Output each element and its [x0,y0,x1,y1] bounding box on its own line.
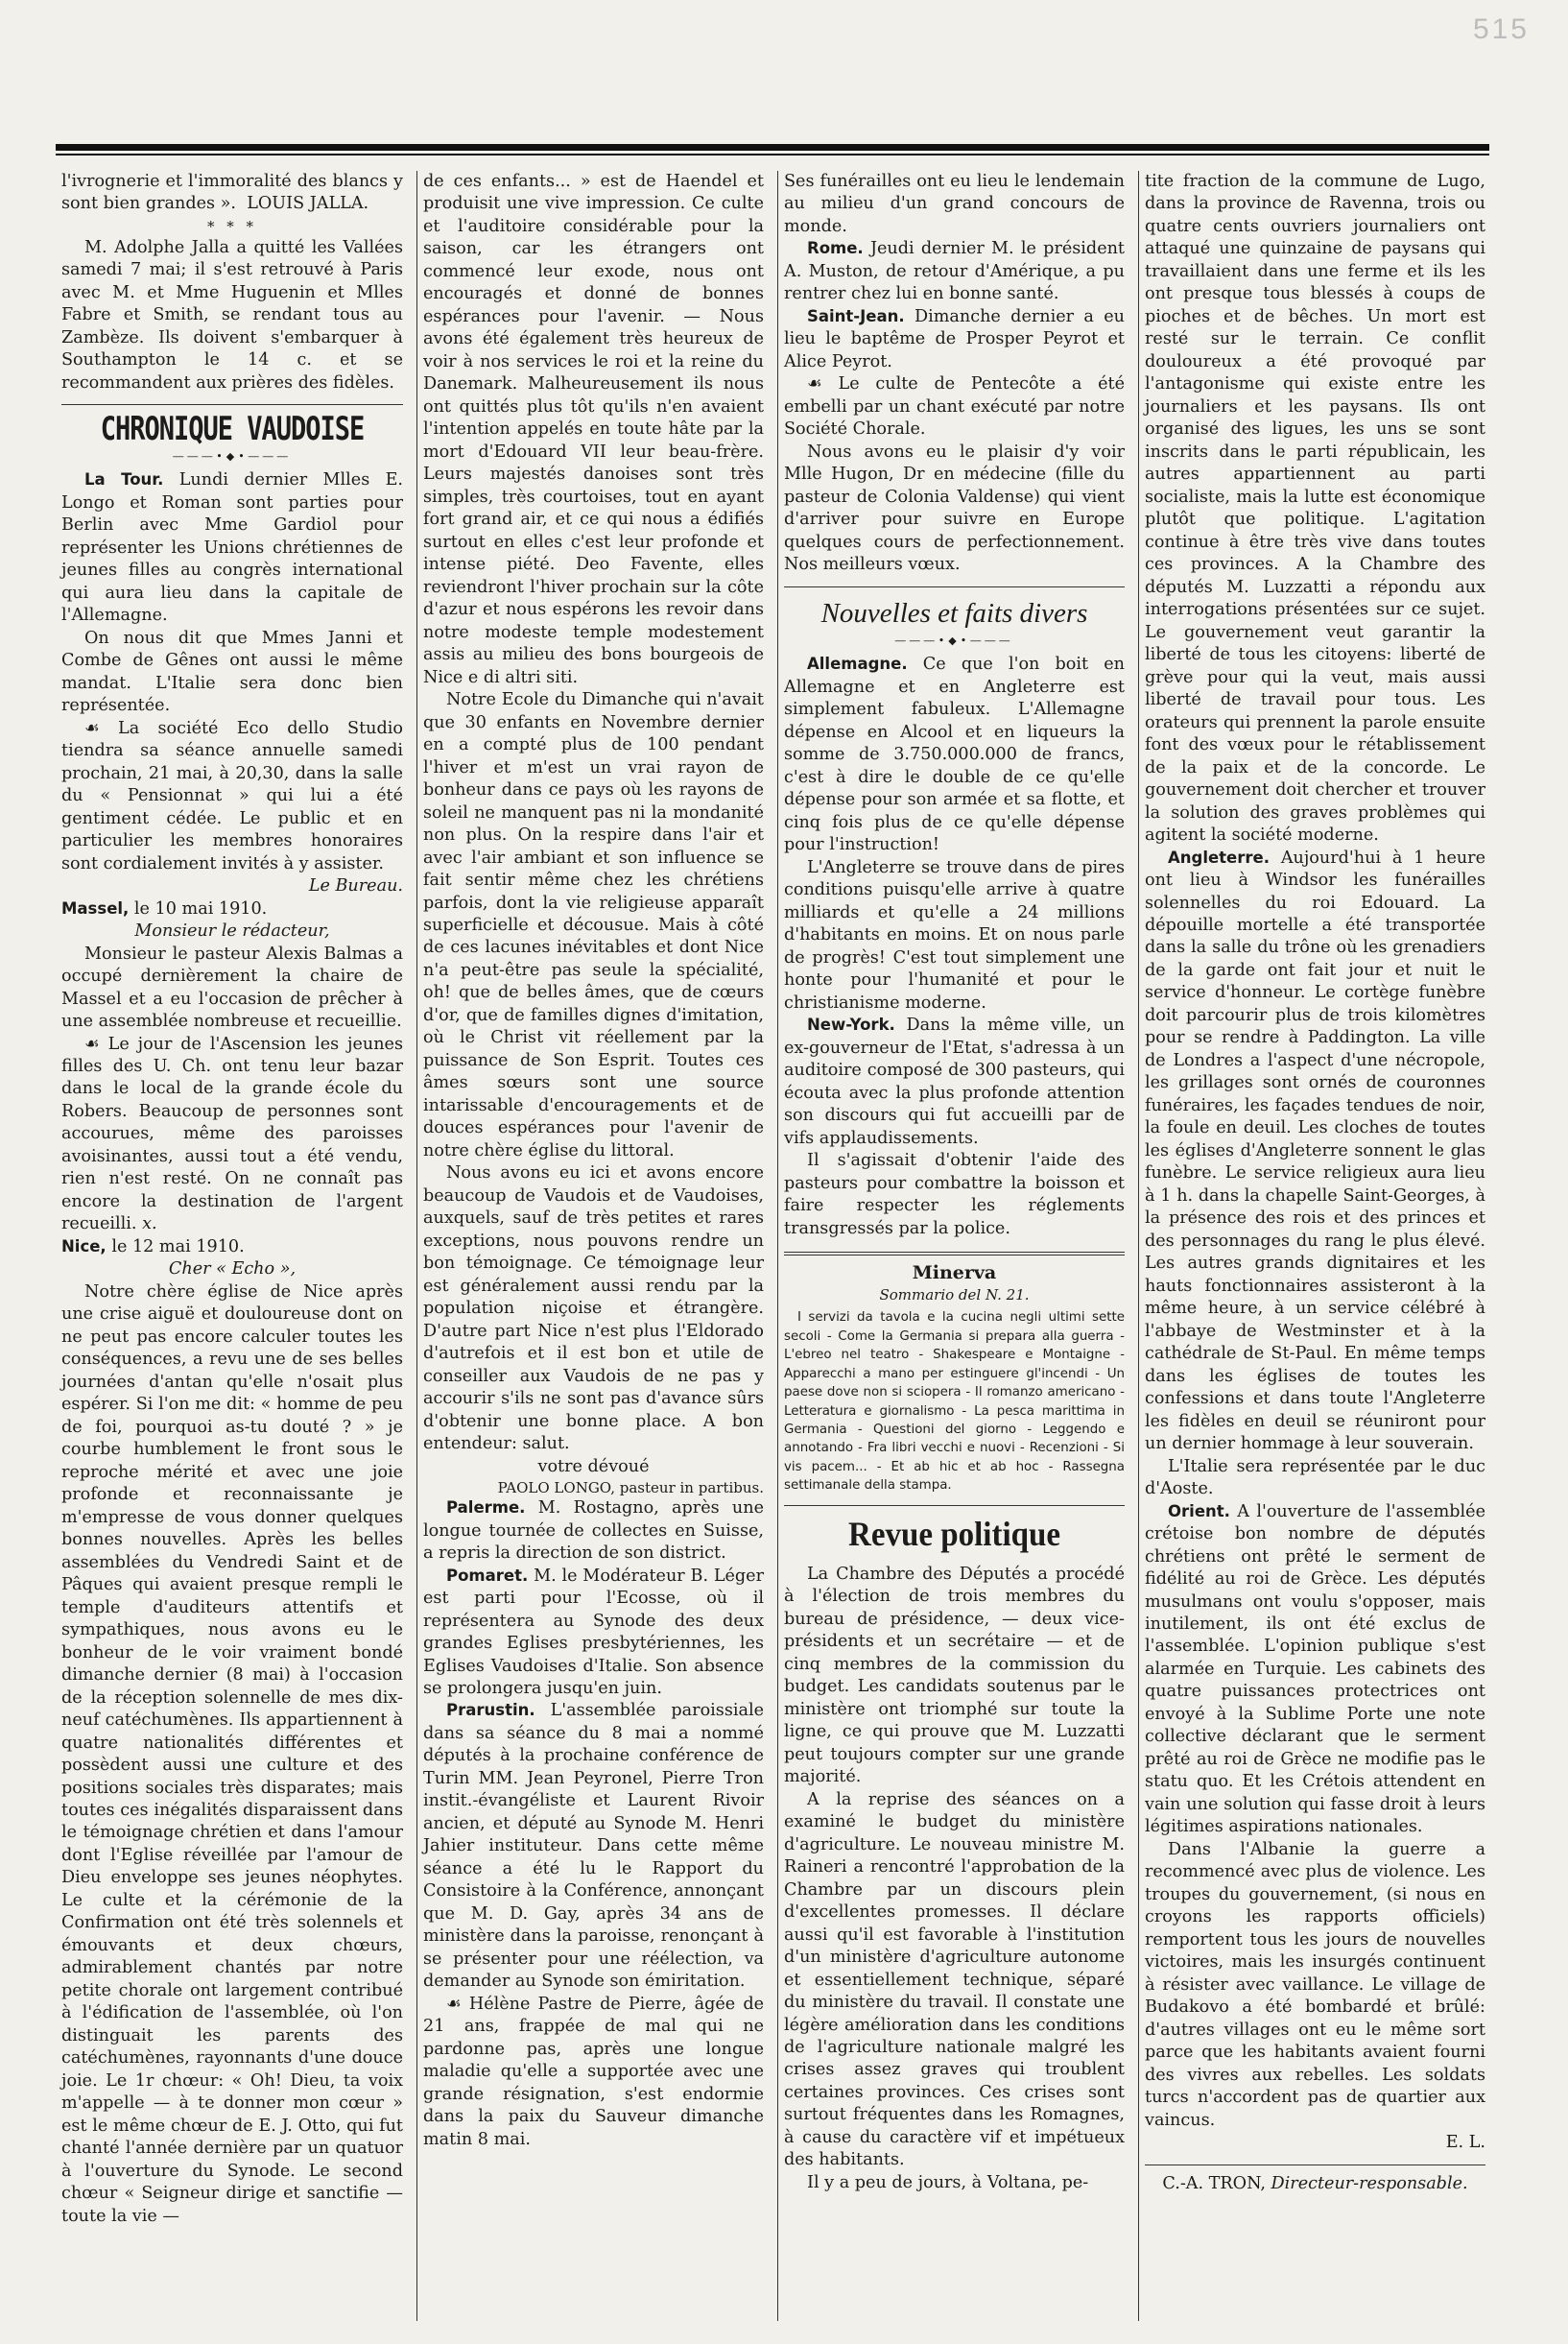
paragraph: Ses funérailles ont eu lieu le lendemain au milieu d'un grand concours de monde. [784,172,1125,236]
paragraph: La Chambre des Députés a procédé à l'élection de trois membres du bureau de présidence, — deux vice-présidents et un secrétaire — et de cinq membres de la commission du budget. Les candidats soutenus par le ministère ont triomphé sur toute la ligne, ce qui prouve que M. Luzzatti peut toujours compter sur une grande majorité. [784,1564,1125,1787]
news-item-head: Nice, le 12 mai 1910. [61,1236,245,1256]
paragraph: M. Adolphe Jalla a quitté les Vallées samedi 7 mai; il s'est retrouvé à Paris avec M. et Mme Huguenin et Mlles Fabre et Smith, se rendant tous au Zambèze. Ils doivent s'embarquer à Southampton le 14 c. et se recommandent aux prières des fidèles. [61,237,403,393]
publisher-line: C.-A. TRON, Directeur-responsable. [1162,2173,1468,2193]
paragraph: tite fraction de la commune de Lugo, dans la province de Ravenna, trois ou quatre cents ouvriers journaliers ont attaqué une quinzaine de paysans qui travaillaient dans une ferme et ils les ont presque tous blessés à coups de pioches et de bêches. Un mort est resté sur le terrain. Ce conflit douloureux a été provoqué par l'antagonisme qui existe entre les journaliers et les paysans. Ils ont organisé des ligues, les uns se sont inscrits dans le parti républicain, les autres appartiennent au parti socialiste, mais la lutte est économique plutôt que politique. L'agitation continue à être très vive dans toutes ces provinces. A la Chambre des députés M. Luzzatti a répondu aux interrogations présentées sur ce sujet. Le gouvernement veut garantir la liberté de tous les citoyens: liberté de grève pour qui la veut, mais aussi liberté de travail pour tous. Les orateurs qui prennent la parole ensuite font des vœux pour le rétablissement de la paix et de la concorde. Le gouvernement doit chercher et trouver la solution des graves problèmes qui agitent la société moderne. [1145,172,1485,846]
news-item: Prarustin. L'assemblée paroissiale dans sa séance du 8 mai a nommé députés à la prochaine conférence de Turin MM. Jean Peyronel, Pierre Tron instit.-évangéliste et Laurent Rivoir ancien, et député au Synode M. Henri Jahier instituteur. Dans cette même séance a été lu le Rapport du Consistoire à la Conférence, annonçant que M. D. Gay, après 34 ans de ministère dans la paroisse, renonçant à se présenter pour une réélection, va demander au Synode son émiritation. [423,1701,765,1992]
paragraph: ☙ Le jour de l'Ascension les jeunes filles des U. Ch. ont tenu leur bazar dans le local de la grande école du Robers. Beaucoup de personnes sont accourues, même des paroisses avoisinantes, aussi tout a été vendu, rien n'est resté. On ne connaît pas encore la destination de l'argent recueilli. x. [61,1034,403,1234]
paragraph: L'Angleterre se trouve dans de pires conditions puisqu'elle arrive à quatre milliards et qu'elle a 24 millions d'habitants en moins. Et on nous parle de progrès! C'est tout simplement une honte pour l'humanité et pour le christianisme moderne. [784,857,1125,1013]
news-item: La Tour. Lundi dernier Mlles E. Longo et Roman sont parties pour Berlin avec Mme Gardiol pour représenter les Unions chrétiennes de jeunes filles au congrès international qui aura lieu dans la capitale de l'Allemagne. [61,470,404,626]
paragraph: Notre Ecole du Dimanche qui n'avait que 30 enfants en Novembre dernier en a compté plus de 100 pendant l'hiver et m'est un vrai rayon de bonheur dans ce pays où les rayons de soleil ne manquent pas ni la mondanité non plus. On la respire dans l'air et avec l'air ambiant et son influence se fait sentir même chez les chrétiens parfois, dont la vie religieuse apparaît superficielle et décousue. Mais à côté de ces lacunes inévitables et dont Nice n'a peut-être pas seule la spécialité, oh! que de belles âmes, que de cœurs d'or, que de familles dignes d'imitation, où le Christ vit réellement par la puissance de Son Esprit. Toutes ces âmes sœurs sont une source intarissable d'encouragements et de douces espérances pour l'avenir de notre chère église du littoral. [423,690,764,1160]
minerva-subtitle: Sommario del N. 21. [879,1286,1030,1304]
rule [61,404,403,405]
news-item: Palerme. M. Rostagno, après une longue tournée de collectes en Suisse, a repris la direction de son district. [423,1498,764,1564]
paragraph: Notre chère église de Nice après une crise aiguë et douloureuse dont on ne peut pas encore calculer toutes les conséquences, a revu une de ses belles journées d'antan qu'elle n'osait plus espérer. Si l'on me dit: « homme de peu de foi, pourquoi as-tu douté ? » je courbe humblement le front sous le reproche mérité et avec une joie profonde et reconnaissante je m'empresse de vous donner quelques bonnes nouvelles. Après les belles assemblées du Vendredi Saint et de Pâques qui avaient presque rempli le temple d'auditeurs attentifs et sympathiques, nous avons eu le bonheur de le voir vraiment bondé dimanche dernier (8 mai) à l'occasion de la réception solennelle de mes dix-neuf catéchumènes. Ils appartiennent à quatre nationalités différentes et possèdent aussi une culture et des positions sociales très disparates; mais toutes ces inégalités disparaissent dans le témoignage chrétien et dans l'amour dont l'Eglise réveillée par l'amour de Dieu enveloppe ses jeunes néophytes. Le culte et la cérémonie de la Confirmation ont été très solennels et émouvants et deux chœurs, admirablement chantés par notre petite chorale ont largement contribué à l'édification de l'assemblée, où l'on distinguait les parents des catéchumènes, rayonnants d'une douce joie. Le 1r chœur: « Oh! Dieu, ta voix m'appelle — à te donner mon cœur » est le même chœur de E. J. Otto, qui fut chanté l'année dernière par un quatuor à l'ouverture du Synode. Le second chœur « Seigneur dirige et sanctifie — toute la vie — [61,1281,403,2226]
rule [784,1505,1125,1506]
paragraph: de ces enfants... » est de Haendel et produisit une vive impression. Ce culte et l'auditoire considérable pour la saison, car les étrangers ont commencé leur exode, nous ont encouragés et donné de bonnes espérances pour l'avenir. — Nous avons été également très heureux de voir à nos services le roi et la reine du Danemark. Malheureusement ils nous ont quittés plus tôt qu'ils n'en avaient l'intention appelés en toute hâte par la mort d'Edouard VII leur beau-frère. Leurs majestés danoises sont très simples, très courtoises, tout en ayant fort grand air, et ce qui nous a édifiés surtout en elles c'est leur profonde et intense piété. Deo Favente, elles reviendront l'hiver prochain sur la côte d'azur et nous espérons les revoir dans notre modeste temple modestement assis au milieu des bons bourgeois de Nice e di altri siti. [423,172,764,687]
page-number-mark: 515 [1472,13,1530,45]
news-item: ☙ Le culte de Pentecôte a été embelli par un chant exécuté par notre Société Chorale. [784,374,1125,440]
minerva-summary: I servizi da tavola e la cucina negli ultimi sette secoli - Come la Germania si prepara alla guerra - L'ebreo nel teatro - Shakespeare e Montaigne - Apparecchi a mano per estinguere gl'incendi - Un paese dove non si sciopera - Il romanzo americano - Letteratura e giornalismo - La pesca marittima in Germania - Questioni del giorno - Leggendo e annotando - Fra libri vecchi e nuovi - Recenzioni - Si vis pacem... - Et ab hic et ab hoc - Rassegna settimanale della stampa. [784,1310,1125,1494]
paragraph: Monsieur le pasteur Alexis Balmas a occupé dernièrement la chaire de Massel et a eu l'occasion de prêcher à une assemblée nombreuse et recueillie. [61,944,403,1032]
header-rule [56,144,1489,151]
news-item-head: Massel, le 10 mai 1910. [61,898,268,919]
news-item: Orient. A l'ouverture de l'assemblée crétoise bon nombre de députés chrétiens ont prêté le serment de fidélité au roi de Grèce. Les députés musulmans ont voulu s'opposer, mais inutilement, ils ont été exclus de l'assemblée. L'opinion publique s'est alarmée en Turquie. Les cabinets des quatre puissances protectrices ont envoyé à la Sublime Porte une note collective déclarant que le serment prêté au roi de Grèce ne modifie pas le statu quo. Et les Crétois attendent en vain une solution qui fasse droit à leurs légitimes aspirations nationales. [1145,1501,1485,1837]
closing: votre dévoué [537,1456,650,1476]
column-3 [777,171,1130,2321]
news-item: Allemagne. Ce que l'on boit en Allemagne et en Angleterre est simplement fabuleux. L'Allemagne dépense en Alcool et en liqueurs la somme de 3.750.000.000 de francs, c'est à dire le double de ce qu'elle dépense pour son armée et sa flotte, et cinq fois plus de ce qu'elle dépense pour l'instruction! [784,655,1126,855]
paragraph: Il y a peu de jours, à Voltana, pe- [807,2172,1089,2192]
minerva-title: Minerva [912,1262,997,1284]
ornament: ―――•◆•――― [894,634,1014,648]
news-item: Pomaret. M. le Modérateur B. Léger est parti pour l'Ecosse, où il représentera au Synode des deux grandes Eglises presbytériennes, les Eglises Vaudoises d'Italie. Son absence se prolongera jusqu'en juin. [423,1566,765,1698]
ornament: ―――•◆•――― [173,450,292,464]
section-heading-revue: Revue politique [848,1515,1060,1554]
news-item: Saint-Jean. Dimanche dernier a eu lieu le baptême de Prosper Peyrot et Alice Peyrot. [784,306,1125,371]
rule-double [784,1252,1125,1256]
separator-stars: * * * [206,217,258,235]
signature: E. L. [1445,2133,1485,2153]
salutation: Cher « Echo », [168,1259,297,1280]
columns [56,171,1489,2321]
paragraph: On nous dit que Mmes Janni et Combe de Gênes ont aussi le même mandat. L'Italie sera donc bien représentée. [61,628,403,716]
section-heading-chronique: CHRONIQUE VAUDOISE [100,411,365,449]
news-item: New-York. Dans la même ville, un ex-gouverneur de l'Etat, s'adressa à un auditoire composé de 300 pasteurs, qui écouta avec la plus profonde attention son discours qui fut accueilli par de vifs applaudissements. [784,1016,1125,1148]
column-4 [1138,171,1491,2321]
news-item: ☙ La société Eco dello Studio tiendra sa séance annuelle samedi prochain, 21 mai, à 20,30, dans la salle du « Pensionnat » qui lui a été gentiment cédée. Le public et en particulier les membres honoraires sont cordialement invités à y assister. [61,718,403,873]
signature: Le Bureau. [308,876,403,897]
news-item: ☙ Hélène Pastre de Pierre, âgée de 21 ans, frappée de mal qui ne pardonne pas, après une longue maladie qu'elle a supportée avec une grande résignation, s'est endormie dans la paix du Sauveur dimanche matin 8 mai. [423,1994,764,2149]
column-2 [416,171,770,2321]
rule [784,586,1125,587]
news-item: Angleterre. Aujourd'hui à 1 heure ont lieu à Windsor les funérailles solennelles du roi Edouard. La dépouille mortelle a été transportée dans la salle du trône où les grenadiers de la garde ont fait jour et nuit le service d'honneur. Le cortège funèbre doit parcourir plus de trois kilomètres pour se rendre à Paddington. La ville de Londres a l'aspect d'une nécropole, les grillages sont ornés de couronnes funéraires, les façades tendues de noir, la foule en deuil. Les cloches de toutes les églises d'Angleterre sonnent le glas funèbre. Le service religieux aura lieu à 1 h. dans la chapelle Saint-Georges, à la présence des rois et des princes et des personnages du rang le plus élevé. Les autres grands dignitaires et les hauts fonctionnaires assisteront à la même heure, à un service célébré à l'abbaye de Westminster et à la cathédrale de St-Paul. En même temps dans les églises de toutes les confessions et dans toute l'Angleterre les fidèles en deuil se réuniront pour un dernier hommage à leur souverain. [1145,848,1486,1454]
section-heading-nouvelles: Nouvelles et faits divers [820,597,1088,629]
paragraph: L'Italie sera représentée par le duc d'Aoste. [1145,1456,1485,1499]
column-1 [56,171,409,2321]
news-item: Rome. Jeudi dernier M. le président A. Muston, de retour d'Amérique, a pu rentrer chez lui en bonne santé. [784,239,1126,304]
signature: PAOLO LONGO, pasteur in partibus. [497,1479,764,1497]
paragraph: l'ivrognerie et l'immoralité des blancs y sont bien grandes ». LOUIS JALLA. [61,172,403,214]
paragraph: Il s'agissait d'obtenir l'aide des pasteurs pour combattre la boisson et faire respecter les réglements transgressés par la police. [784,1151,1125,1238]
paragraph: A la reprise des séances on a examiné le budget du ministère d'agriculture. Le nouveau ministre M. Raineri a rencontré l'approbation de la Chambre par un discours plein d'excellentes promesses. Il déclare aussi qu'il est favorable à l'institution d'un ministère d'agriculture autonome et essentiellement technique, séparé du ministère du travail. Il constate une légère amélioration dans les conditions de l'agriculture nationale malgré les crises assez graves qui troublent certaines provinces. Ces crises sont surtout fréquentes dans les Romagnes, à cause du caractère vif et impétueux des habitants. [784,1789,1125,2170]
paragraph: Nous avons eu ici et avons encore beaucoup de Vaudois et de Vaudoises, auxquels, sauf de très petites et rares exceptions, nous pouvons rendre un bon témoignage. Ce témoignage leur est généralement aussi rendu par la population niçoise et étrangère. D'autre part Nice n'est plus l'Eldorado d'autrefois et il est bon et utile de conseiller aux Vaudois de ne pas y accourir s'ils ne sont pas d'avance sûrs d'obtenir une bonne place. A bon entendeur: salut. [423,1163,764,1454]
salutation: Monsieur le rédacteur, [134,921,330,942]
paragraph: Dans l'Albanie la guerre a recommencé avec plus de violence. Les troupes du gouvernement, (si nous en croyons les rapports officiels) remportent tous les jours de nouvelles victoires, mais les insurgés continuent à résister avec vaillance. Le village de Budakovo a été bombardé et brûlé: d'autres villages ont eu le même sort parce que les habitants avaient fourni des vivres aux rebelles. Les soldats turcs n'accordent pas de quartier aux vaincus. [1145,1839,1485,2130]
paragraph: Nous avons eu le plaisir d'y voir Mlle Hugon, Dr en médecine (fille du pasteur de Colonia Valdense) qui vient d'arriver pour suivre en Europe quelques cours de perfectionnement. Nos meilleurs vœux. [784,442,1125,575]
header-rule-thin [56,154,1489,155]
